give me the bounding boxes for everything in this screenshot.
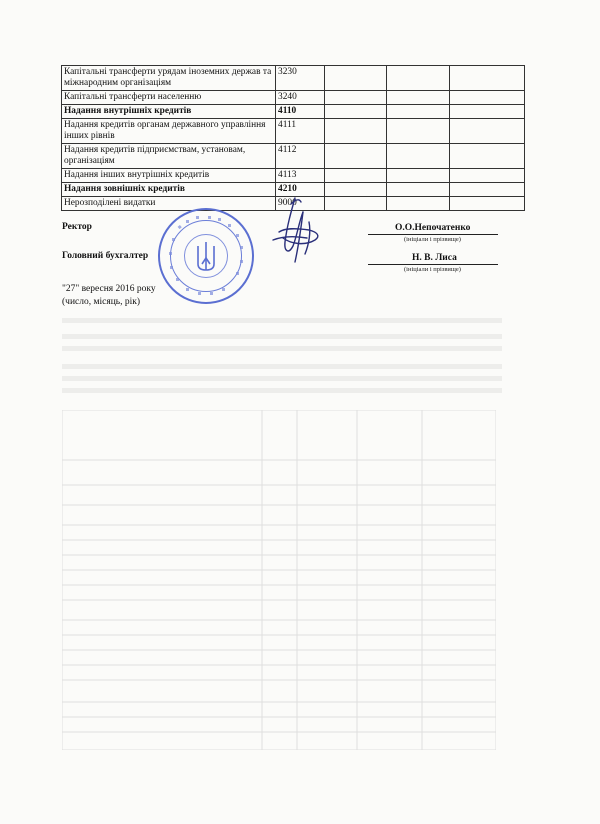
- row-code: 4110: [276, 105, 325, 119]
- rector-name: О.О.Непочатенко: [395, 223, 471, 233]
- expenditure-table: [61, 65, 525, 211]
- row-code: 4111: [276, 119, 325, 144]
- table-row: [62, 144, 525, 169]
- row-code: 4210: [276, 183, 325, 197]
- row-cell-empty: [325, 105, 387, 119]
- handwritten-signature: [265, 192, 335, 272]
- row-cell-empty: [387, 105, 450, 119]
- row-name: Надання кредитів органам державного управління інших рівнів: [62, 119, 276, 144]
- row-cell-empty: [450, 183, 525, 197]
- accountant-hint: (ініціали і прізвище): [404, 266, 461, 273]
- official-seal: [158, 208, 254, 304]
- bleed-through-line: [62, 376, 502, 381]
- table-row: [62, 119, 525, 144]
- table-row: [62, 105, 525, 119]
- row-name: Надання кредитів підприємствам, установам, організаціям: [62, 144, 276, 169]
- row-name: Капітальні трансферти урядам іноземних держав та міжнародним організаціям: [62, 66, 276, 91]
- row-cell-empty: [450, 66, 525, 91]
- row-cell-empty: [450, 105, 525, 119]
- rector-hint: (ініціали і прізвище): [404, 236, 461, 243]
- row-cell-empty: [387, 144, 450, 169]
- table-row: [62, 169, 525, 183]
- row-code: 4112: [276, 144, 325, 169]
- bleed-through-line: [62, 318, 502, 323]
- row-cell-empty: [387, 169, 450, 183]
- row-cell-empty: [387, 197, 450, 211]
- table-row: [62, 66, 525, 91]
- date-hint: (число, місяць, рік): [62, 297, 141, 307]
- row-cell-empty: [387, 66, 450, 91]
- bleed-through-line: [62, 346, 502, 351]
- row-name: Надання внутрішніх кредитів: [62, 105, 276, 119]
- bleed-through-line: [62, 364, 502, 369]
- row-cell-empty: [450, 91, 525, 105]
- row-code: 4113: [276, 169, 325, 183]
- row-cell-empty: [450, 119, 525, 144]
- row-cell-empty: [387, 91, 450, 105]
- row-cell-empty: [325, 169, 387, 183]
- row-code: 9000: [276, 197, 325, 211]
- row-name: Надання інших внутрішніх кредитів: [62, 169, 276, 183]
- date-text: "27" вересня 2016 року: [62, 284, 156, 294]
- table-row: [62, 91, 525, 105]
- row-cell-empty: [325, 91, 387, 105]
- trident-emblem-icon: [158, 208, 254, 304]
- row-cell-empty: [387, 183, 450, 197]
- rector-label: Ректор: [62, 222, 92, 232]
- row-code: 3240: [276, 91, 325, 105]
- row-name: Надання зовнішніх кредитів: [62, 183, 276, 197]
- accountant-signature-line: [368, 264, 498, 265]
- rector-signature-line: [368, 234, 498, 235]
- accountant-name: Н. В. Лиса: [412, 253, 457, 263]
- row-name: Капітальні трансферти населенню: [62, 91, 276, 105]
- row-code: 3230: [276, 66, 325, 91]
- row-cell-empty: [325, 66, 387, 91]
- bleed-through-table: [62, 410, 496, 750]
- bleed-through-line: [62, 388, 502, 393]
- bleed-through-line: [62, 334, 502, 339]
- row-cell-empty: [387, 119, 450, 144]
- row-name: Нерозподілені видатки: [62, 197, 276, 211]
- row-cell-empty: [325, 119, 387, 144]
- row-cell-empty: [450, 144, 525, 169]
- row-cell-empty: [450, 169, 525, 183]
- row-cell-empty: [450, 197, 525, 211]
- row-cell-empty: [325, 144, 387, 169]
- accountant-label: Головний бухгалтер: [62, 251, 149, 261]
